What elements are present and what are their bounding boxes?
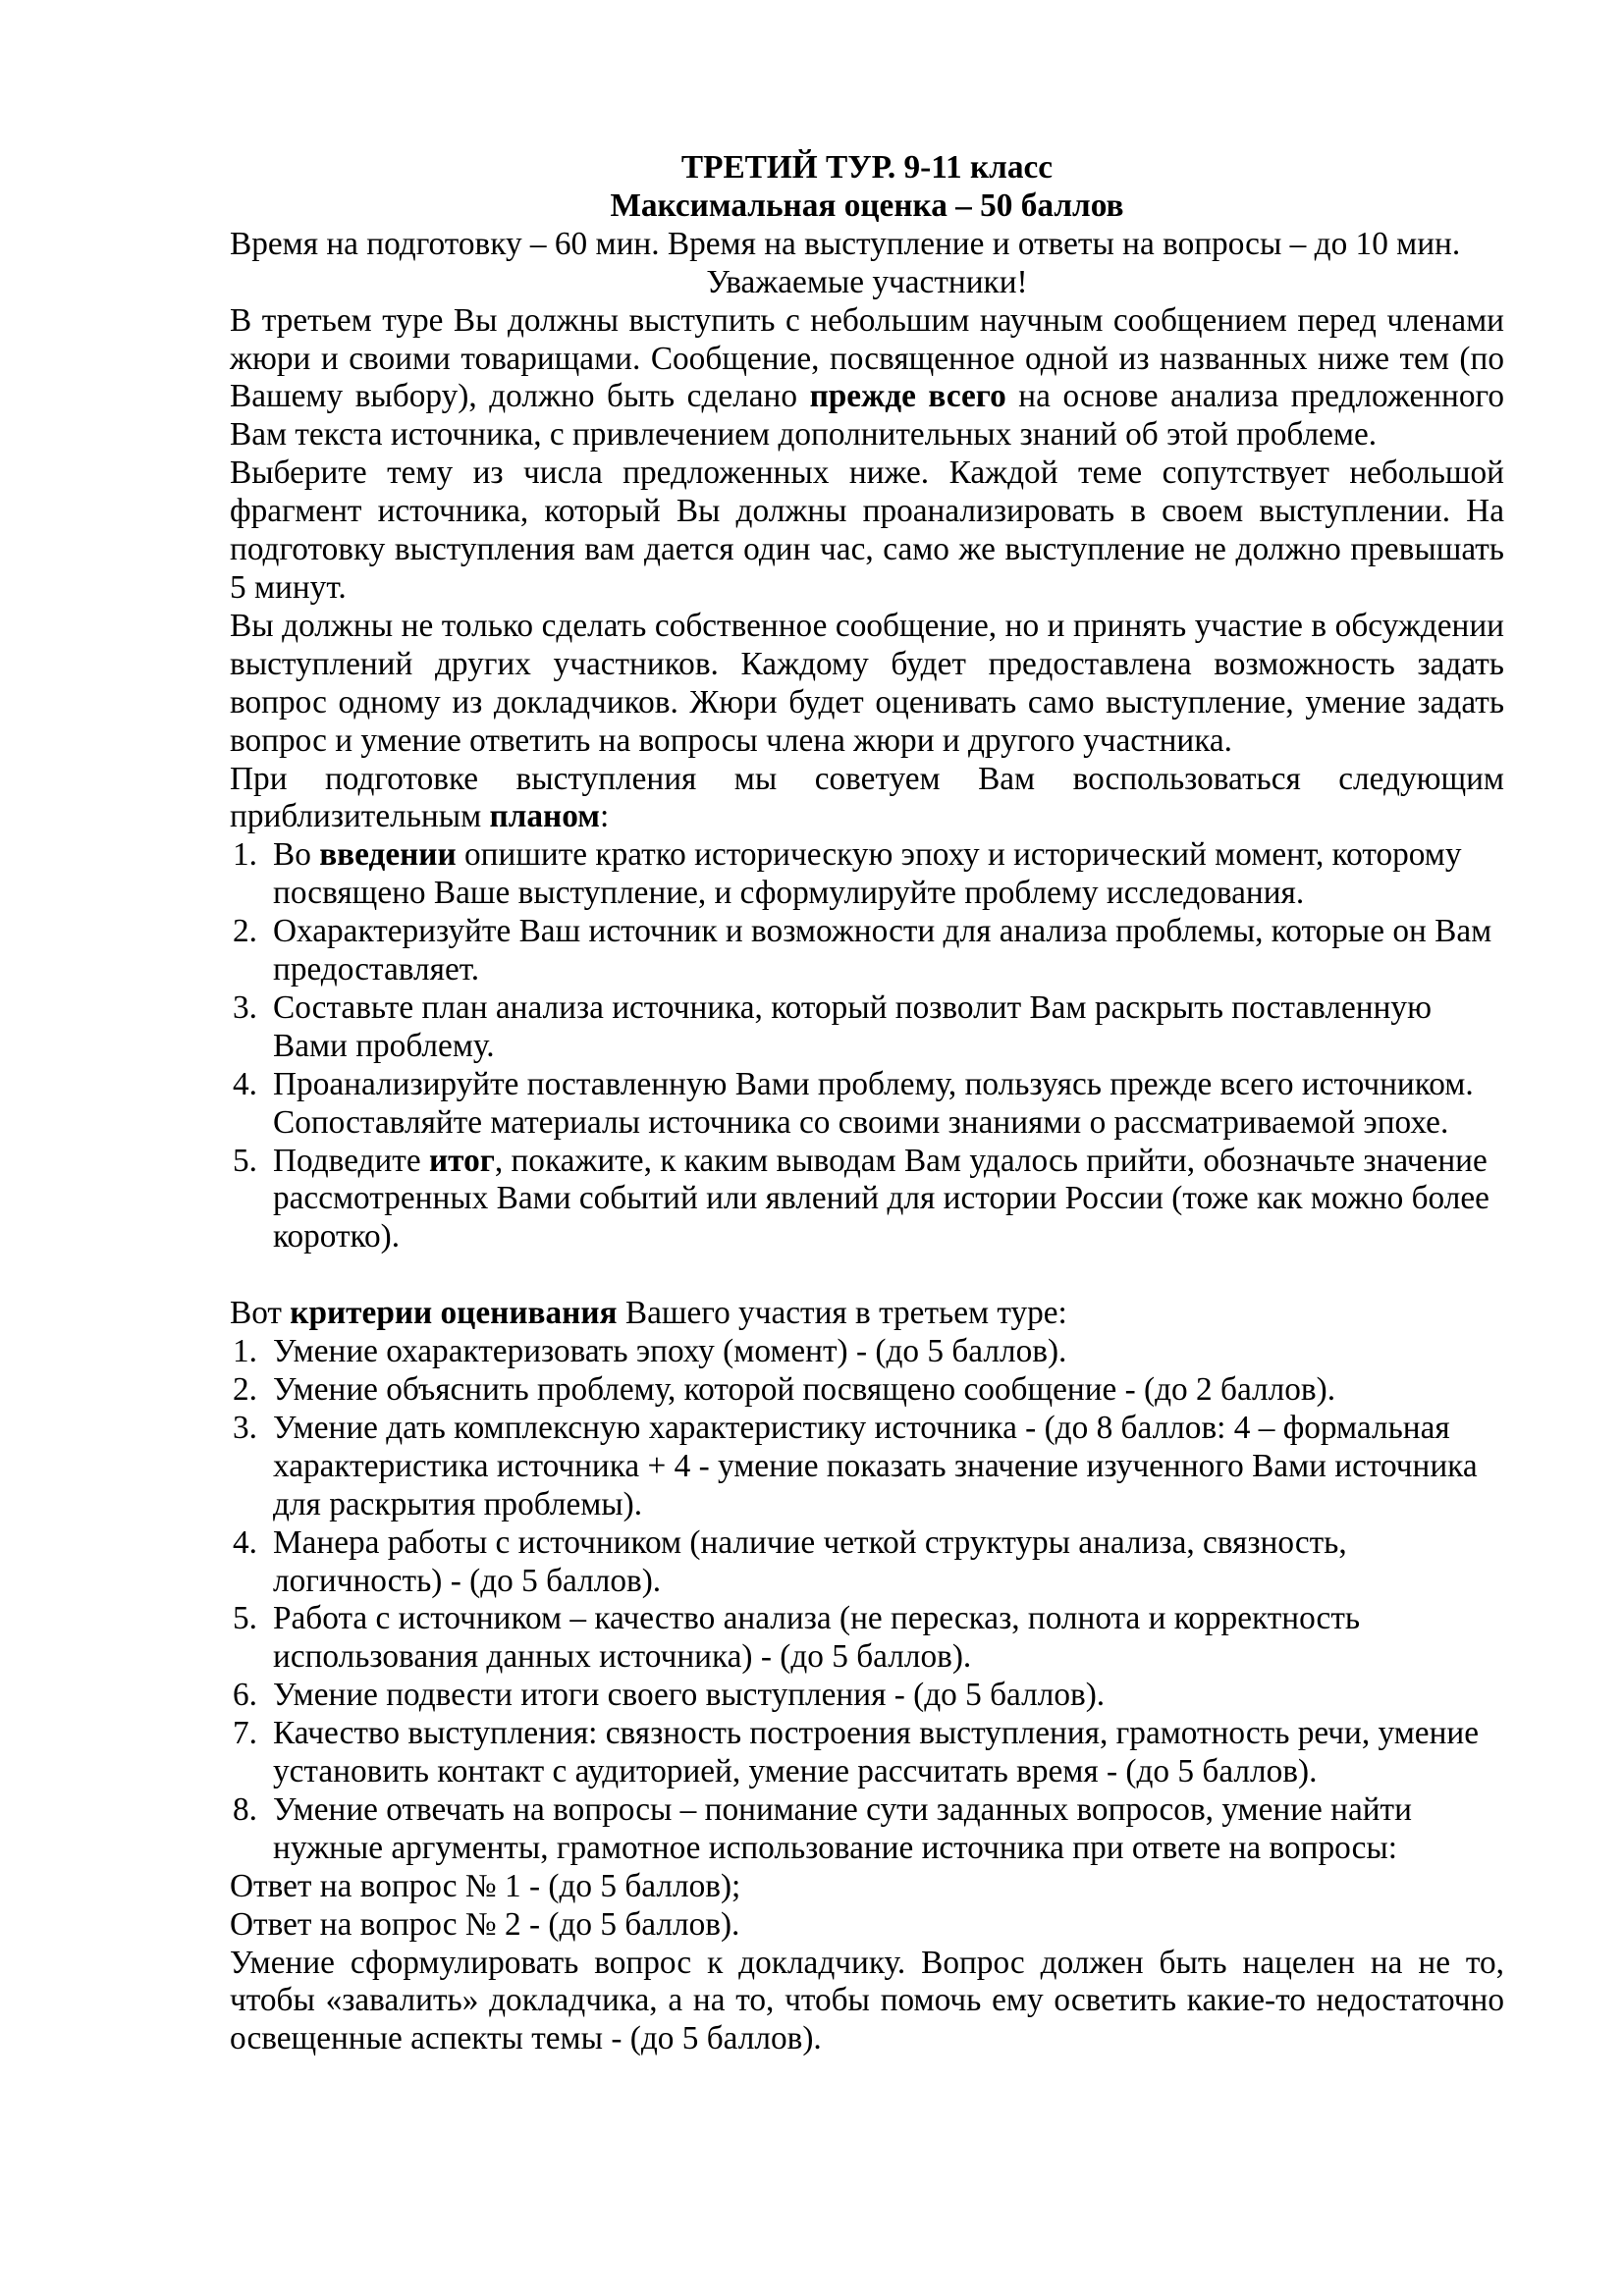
list-item-number: 3. <box>233 1409 257 1446</box>
list-item-number: 5. <box>233 1600 257 1637</box>
list-item-number: 3. <box>233 988 257 1026</box>
list-item-number: 6. <box>233 1677 257 1714</box>
bold-text: итог <box>428 1142 495 1179</box>
list-item-text: Проанализируйте поставленную Вами проблему, пользуясь прежде всего источником. Сопоставляйте материалы источника со своими знаниями о рассматриваемой эпохе. <box>273 1065 1474 1141</box>
list-item <box>230 1791 1504 1868</box>
list-item-text: Умение отвечать на вопросы – понимание сути заданных вопросов, умение найти нужные аргументы, грамотное использование источника при ответе на вопросы: <box>273 1790 1412 1866</box>
paragraph: Вот критерии оценивания Вашего участия в третьем туре: <box>230 1295 1067 1332</box>
list-item-text: Умение объяснить проблему, которой посвящено сообщение - (до 2 баллов). <box>273 1370 1336 1408</box>
list-item <box>230 1410 1504 1524</box>
list-item <box>230 989 1504 1066</box>
list-item-text: Охарактеризуйте Ваш источник и возможности для анализа проблемы, которые он Вам предоставляет. <box>273 913 1492 988</box>
list-item-number: 1. <box>233 1333 257 1370</box>
list-item <box>230 1677 1504 1715</box>
list-item-number: 4. <box>233 1065 257 1102</box>
paragraph: Время на подготовку – 60 мин. Время на выступление и ответы на вопросы – до 10 мин. <box>230 225 1461 262</box>
list-item <box>230 1371 1504 1410</box>
centered-paragraph: Уважаемые участники! <box>706 263 1028 300</box>
paragraph: Умение сформулировать вопрос к докладчику. Вопрос должен быть нацелен на не то, чтобы «завалить» докладчика, а на то, чтобы помочь ему осветить какие-то недостаточно освещенные аспекты темы - (до 5 баллов). <box>230 1944 1504 2057</box>
list-item <box>230 1333 1504 1371</box>
list-item <box>230 1600 1504 1677</box>
list-item-text: Умение дать комплексную характеристику источника - (до 8 баллов: 4 – формальная характеристика источника + 4 - умение показать значение изученного Вами источника для раскрытия проблемы). <box>273 1409 1478 1522</box>
blank-line <box>230 1256 1504 1295</box>
list-item-text: Манера работы с источником (наличие четкой структуры анализа, связность, логичность) - (до 5 баллов). <box>273 1523 1347 1599</box>
paragraph: Вы должны не только сделать собственное сообщение, но и принять участие в обсуждении выступлений других участников. Каждому будет предоставлена возможность задать вопрос одному из докладчиков. Жюри будет оценивать само выступление, умение задать вопрос и умение ответить на вопросы члена жюри и другого участника. <box>230 607 1504 759</box>
paragraph: Ответ на вопрос № 1 - (до 5 баллов); <box>230 1867 741 1904</box>
paragraph: Выберите тему из числа предложенных ниже. Каждой теме сопутствует небольшой фрагмент источника, который Вы должны проанализировать в своем выступлении. На подготовку выступления вам дается один час, само же выступление не должно превышать 5 минут. <box>230 454 1504 606</box>
list-item-text: Качество выступления: связность построения выступления, грамотность речи, умение установить контакт с аудиторией, умение рассчитать время - (до 5 баллов). <box>273 1715 1479 1790</box>
list-item <box>230 836 1504 913</box>
list-item-text: Подведите итог, покажите, к каким выводам Вам удалось прийти, обозначьте значение рассмотренных Вами событий или явлений для истории России (тоже как можно более коротко). <box>273 1142 1489 1255</box>
list-item-number: 2. <box>233 1370 257 1408</box>
list-item-text: Умение охарактеризовать эпоху (момент) - (до 5 баллов). <box>273 1333 1067 1370</box>
list-item <box>230 1066 1504 1143</box>
paragraph: При подготовке выступления мы советуем Вам воспользоваться следующим приблизительным планом: <box>230 760 1504 835</box>
bold-text: критерии оценивания <box>290 1295 618 1332</box>
bold-text: Максимальная оценка – 50 баллов <box>610 187 1124 224</box>
numbered-list <box>230 1333 1504 1868</box>
list-item-number: 4. <box>233 1523 257 1561</box>
list-item-number: 1. <box>233 836 257 874</box>
paragraph: Ответ на вопрос № 2 - (до 5 баллов). <box>230 1905 740 1943</box>
list-item-number: 5. <box>233 1142 257 1179</box>
bold-text: планом <box>489 798 600 835</box>
bold-text: введении <box>319 836 457 874</box>
list-item-number: 2. <box>233 913 257 950</box>
bold-text: прежде всего <box>809 378 1006 415</box>
bold-text: ТРЕТИЙ ТУР. 9-11 класс <box>680 149 1054 186</box>
list-item <box>230 1143 1504 1257</box>
list-item <box>230 1524 1504 1601</box>
list-item-number: 7. <box>233 1715 257 1752</box>
page-title <box>230 149 1504 187</box>
numbered-list <box>230 836 1504 1256</box>
list-item-text: Составьте план анализа источника, который позволит Вам раскрыть поставленную Вами проблему. <box>273 988 1432 1064</box>
list-item-text: Во введении опишите кратко историческую эпоху и исторический момент, которому посвящено Ваше выступление, и сформулируйте проблему исследования. <box>273 836 1462 912</box>
list-item-number: 8. <box>233 1790 257 1828</box>
page-title <box>230 187 1504 226</box>
list-item <box>230 913 1504 989</box>
list-item <box>230 1715 1504 1791</box>
list-item-text: Работа с источником – качество анализа (не пересказ, полнота и корректность использования данных источника) - (до 5 баллов). <box>273 1600 1361 1676</box>
list-item-text: Умение подвести итоги своего выступления - (до 5 баллов). <box>273 1677 1106 1714</box>
paragraph: В третьем туре Вы должны выступить с небольшим научным сообщением перед членами жюри и своими товарищами. Сообщение, посвященное одной из названных ниже тем (по Вашему выбору), должно быть сделано прежде всего на основе анализа предложенного Вам текста источника, с привлечением дополнительных знаний об этой проблеме. <box>230 301 1504 454</box>
